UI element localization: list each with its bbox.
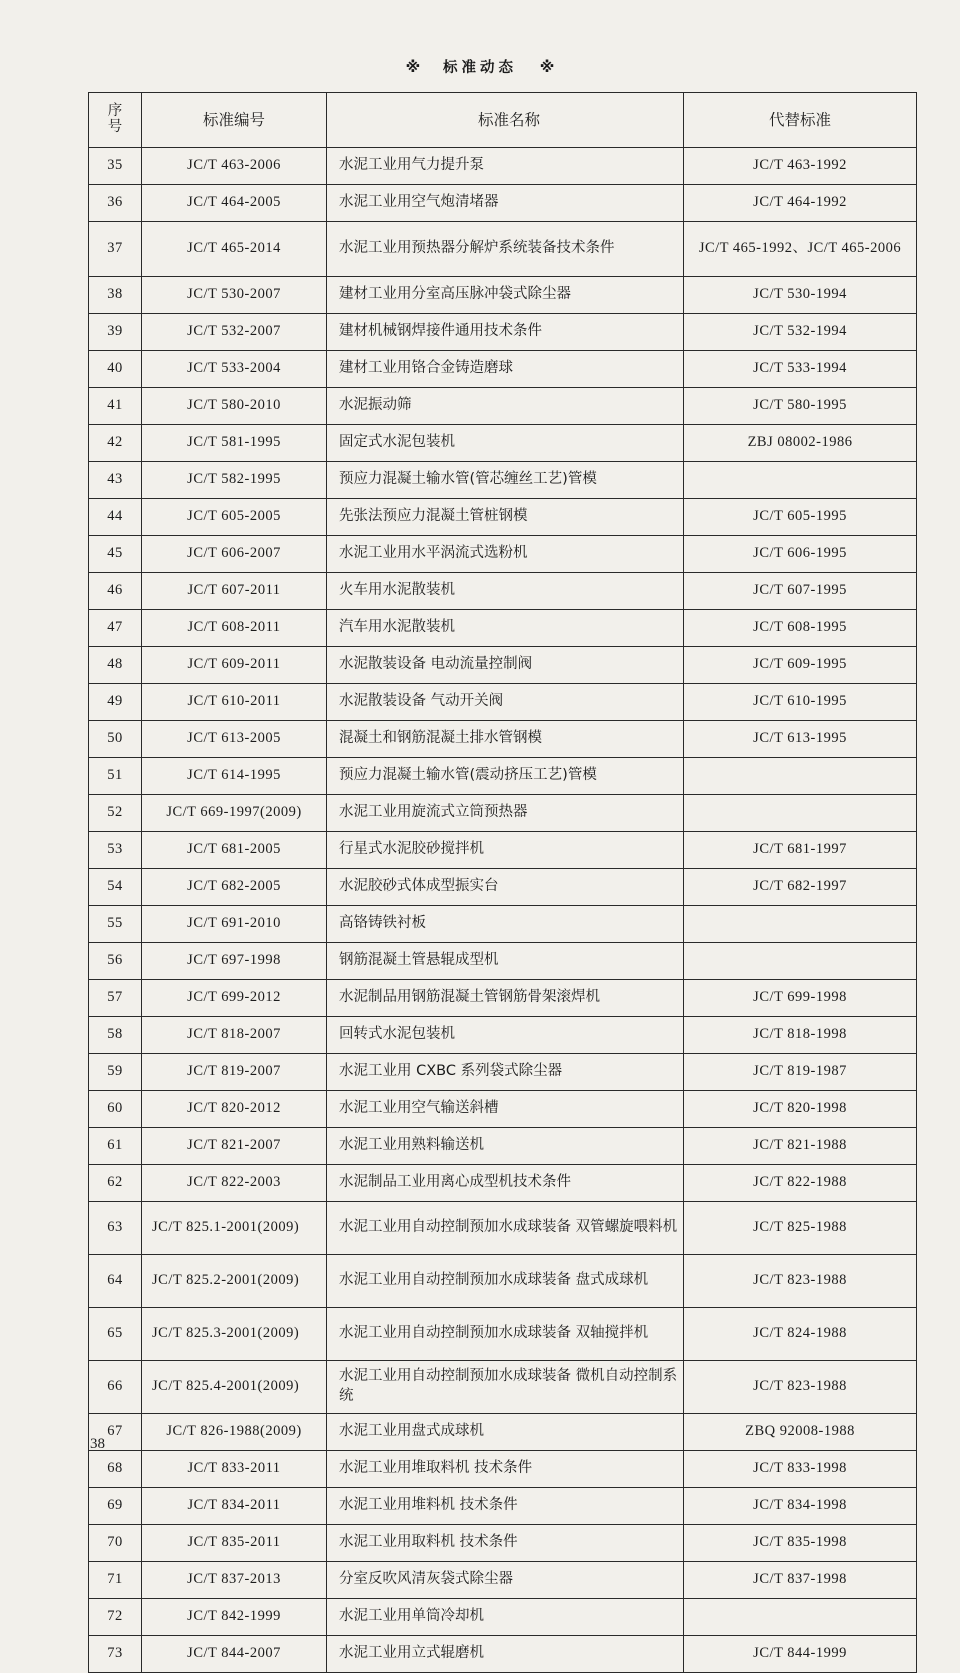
cell-no: 44 (89, 499, 142, 536)
cell-no: 72 (89, 1599, 142, 1636)
cell-no: 37 (89, 222, 142, 277)
table-row (89, 499, 917, 536)
table-row (89, 980, 917, 1017)
table-row (89, 943, 917, 980)
table-row (89, 832, 917, 869)
column-header-code: 标准编号 (142, 93, 327, 148)
cell-no: 63 (89, 1202, 142, 1255)
cell-replace: JC/T 530-1994 (684, 277, 917, 314)
cell-name: 水泥工业用水平涡流式选粉机 (327, 536, 684, 573)
cell-name: 水泥工业用熟料输送机 (327, 1128, 684, 1165)
table-row (89, 1091, 917, 1128)
cell-no: 71 (89, 1562, 142, 1599)
cell-replace (684, 1599, 917, 1636)
cell-no: 56 (89, 943, 142, 980)
cell-no: 54 (89, 869, 142, 906)
cell-name: 水泥工业用单筒冷却机 (327, 1599, 684, 1636)
cell-no: 55 (89, 906, 142, 943)
cell-no: 62 (89, 1165, 142, 1202)
table-row (89, 795, 917, 832)
table-row (89, 1165, 917, 1202)
cell-replace: JC/T 607-1995 (684, 573, 917, 610)
cell-replace (684, 462, 917, 499)
table-row (89, 647, 917, 684)
table-row (89, 684, 917, 721)
table-row (89, 1636, 917, 1673)
cell-no: 59 (89, 1054, 142, 1091)
cell-code: JC/T 826-1988(2009) (142, 1414, 327, 1451)
page-title: 标准动态 (443, 60, 517, 76)
cell-replace: JC/T 699-1998 (684, 980, 917, 1017)
table-row (89, 462, 917, 499)
cell-name: 水泥制品工业用离心成型机技术条件 (327, 1165, 684, 1202)
cell-replace: JC/T 613-1995 (684, 721, 917, 758)
cell-name: 水泥胶砂式体成型振实台 (327, 869, 684, 906)
cell-replace: JC/T 464-1992 (684, 185, 917, 222)
cell-name: 高铬铸铁衬板 (327, 906, 684, 943)
cell-name: 水泥工业用堆料机 技术条件 (327, 1488, 684, 1525)
cell-replace: JC/T 606-1995 (684, 536, 917, 573)
cell-no: 46 (89, 573, 142, 610)
cell-name: 分室反吹风清灰袋式除尘器 (327, 1562, 684, 1599)
cell-replace (684, 906, 917, 943)
cell-name: 回转式水泥包装机 (327, 1017, 684, 1054)
cell-replace: JC/T 822-1988 (684, 1165, 917, 1202)
column-header-no-line2: 号 (107, 119, 123, 135)
cell-code: JC/T 463-2006 (142, 148, 327, 185)
table-row (89, 351, 917, 388)
cell-replace (684, 795, 917, 832)
table-row (89, 388, 917, 425)
cell-code: JC/T 697-1998 (142, 943, 327, 980)
table-row (89, 869, 917, 906)
table-row (89, 1308, 917, 1361)
table-row (89, 1255, 917, 1308)
cell-replace: JC/T 844-1999 (684, 1636, 917, 1673)
cell-name: 行星式水泥胶砂搅拌机 (327, 832, 684, 869)
standards-table (88, 92, 917, 1673)
cell-no: 66 (89, 1361, 142, 1414)
cell-code: JC/T 465-2014 (142, 222, 327, 277)
cell-replace: JC/T 820-1998 (684, 1091, 917, 1128)
cell-code: JC/T 580-2010 (142, 388, 327, 425)
table-row (89, 610, 917, 647)
cell-no: 39 (89, 314, 142, 351)
cell-replace: JC/T 835-1998 (684, 1525, 917, 1562)
cell-no: 67 (89, 1414, 142, 1451)
cell-name: 水泥散装设备 气动开关阀 (327, 684, 684, 721)
cell-name: 水泥工业用取料机 技术条件 (327, 1525, 684, 1562)
cell-replace: JC/T 580-1995 (684, 388, 917, 425)
cell-no: 53 (89, 832, 142, 869)
cell-replace (684, 758, 917, 795)
cell-no: 73 (89, 1636, 142, 1673)
cell-no: 48 (89, 647, 142, 684)
cell-no: 68 (89, 1451, 142, 1488)
cell-replace: JC/T 824-1988 (684, 1308, 917, 1361)
cell-name: 水泥散装设备 电动流量控制阀 (327, 647, 684, 684)
cell-name: 水泥工业用堆取料机 技术条件 (327, 1451, 684, 1488)
table-row (89, 185, 917, 222)
table-row (89, 1128, 917, 1165)
cell-no: 45 (89, 536, 142, 573)
cell-replace: JC/T 610-1995 (684, 684, 917, 721)
cell-name: 水泥工业用自动控制预加水成球装备 双轴搅拌机 (327, 1308, 684, 1361)
cell-no: 51 (89, 758, 142, 795)
cell-code: JC/T 844-2007 (142, 1636, 327, 1673)
cell-replace: JC/T 833-1998 (684, 1451, 917, 1488)
cell-name: 先张法预应力混凝土管桩钢模 (327, 499, 684, 536)
cell-no: 58 (89, 1017, 142, 1054)
cell-no: 49 (89, 684, 142, 721)
cell-replace: JC/T 834-1998 (684, 1488, 917, 1525)
cell-name: 水泥工业用气力提升泵 (327, 148, 684, 185)
cell-name: 水泥工业用自动控制预加水成球装备 双管螺旋喂料机 (327, 1202, 684, 1255)
cell-replace: JC/T 465-1992、JC/T 465-2006 (684, 222, 917, 277)
cell-code: JC/T 582-1995 (142, 462, 327, 499)
table-row (89, 1525, 917, 1562)
table-row (89, 148, 917, 185)
cell-name: 固定式水泥包装机 (327, 425, 684, 462)
cell-no: 40 (89, 351, 142, 388)
cell-name: 水泥制品用钢筋混凝土管钢筋骨架滚焊机 (327, 980, 684, 1017)
page-header (0, 56, 960, 77)
cell-code: JC/T 607-2011 (142, 573, 327, 610)
cell-replace: JC/T 837-1998 (684, 1562, 917, 1599)
table-row (89, 536, 917, 573)
cell-name: 水泥工业用盘式成球机 (327, 1414, 684, 1451)
table-row (89, 573, 917, 610)
column-header-name: 标准名称 (327, 93, 684, 148)
cell-name: 水泥工业用空气输送斜槽 (327, 1091, 684, 1128)
cell-code: JC/T 608-2011 (142, 610, 327, 647)
table-body (89, 148, 917, 1673)
cell-code: JC/T 825.4-2001(2009) (142, 1361, 327, 1414)
cell-name: 预应力混凝土输水管(震动挤压工艺)管模 (327, 758, 684, 795)
table-header-row (89, 93, 917, 148)
table-row (89, 222, 917, 277)
cell-code: JC/T 464-2005 (142, 185, 327, 222)
cell-name: 混凝土和钢筋混凝土排水管钢模 (327, 721, 684, 758)
column-header-no (89, 93, 142, 148)
column-header-replace: 代替标准 (684, 93, 917, 148)
cell-no: 43 (89, 462, 142, 499)
cell-name: 水泥工业用 CXBC 系列袋式除尘器 (327, 1054, 684, 1091)
table-row (89, 758, 917, 795)
cell-name: 水泥工业用预热器分解炉系统装备技术条件 (327, 222, 684, 277)
decoration-right-icon: ※ (539, 58, 555, 76)
cell-replace: JC/T 818-1998 (684, 1017, 917, 1054)
cell-code: JC/T 691-2010 (142, 906, 327, 943)
cell-name: 水泥振动筛 (327, 388, 684, 425)
cell-code: JC/T 614-1995 (142, 758, 327, 795)
cell-replace (684, 943, 917, 980)
cell-no: 50 (89, 721, 142, 758)
table-row (89, 277, 917, 314)
table-row (89, 314, 917, 351)
cell-no: 64 (89, 1255, 142, 1308)
table-row (89, 1054, 917, 1091)
cell-replace: JC/T 825-1988 (684, 1202, 917, 1255)
page-number: 38 (90, 1436, 105, 1452)
cell-name: 建材工业用铬合金铸造磨球 (327, 351, 684, 388)
cell-no: 65 (89, 1308, 142, 1361)
table-row (89, 1414, 917, 1451)
cell-code: JC/T 825.3-2001(2009) (142, 1308, 327, 1361)
cell-name: 水泥工业用自动控制预加水成球装备 微机自动控制系统 (327, 1361, 684, 1414)
cell-code: JC/T 606-2007 (142, 536, 327, 573)
cell-replace: ZBQ 92008-1988 (684, 1414, 917, 1451)
cell-code: JC/T 842-1999 (142, 1599, 327, 1636)
cell-code: JC/T 822-2003 (142, 1165, 327, 1202)
cell-no: 60 (89, 1091, 142, 1128)
cell-code: JC/T 532-2007 (142, 314, 327, 351)
cell-code: JC/T 530-2007 (142, 277, 327, 314)
cell-name: 汽车用水泥散装机 (327, 610, 684, 647)
cell-code: JC/T 837-2013 (142, 1562, 327, 1599)
column-header-no-line1: 序 (107, 103, 123, 120)
cell-name: 水泥工业用空气炮清堵器 (327, 185, 684, 222)
cell-name: 建材工业用分室高压脉冲袋式除尘器 (327, 277, 684, 314)
table-row (89, 1599, 917, 1636)
table-row (89, 1361, 917, 1414)
cell-replace: JC/T 682-1997 (684, 869, 917, 906)
cell-name: 建材机械钢焊接件通用技术条件 (327, 314, 684, 351)
cell-code: JC/T 610-2011 (142, 684, 327, 721)
cell-replace: JC/T 463-1992 (684, 148, 917, 185)
cell-name: 水泥工业用立式辊磨机 (327, 1636, 684, 1673)
cell-replace: JC/T 821-1988 (684, 1128, 917, 1165)
table-row (89, 721, 917, 758)
cell-name: 火车用水泥散装机 (327, 573, 684, 610)
table-row (89, 906, 917, 943)
table-row (89, 1488, 917, 1525)
cell-replace: JC/T 532-1994 (684, 314, 917, 351)
table-row (89, 1562, 917, 1599)
cell-name: 水泥工业用自动控制预加水成球装备 盘式成球机 (327, 1255, 684, 1308)
cell-code: JC/T 833-2011 (142, 1451, 327, 1488)
cell-replace: JC/T 681-1997 (684, 832, 917, 869)
cell-no: 57 (89, 980, 142, 1017)
cell-code: JC/T 605-2005 (142, 499, 327, 536)
decoration-left-icon: ※ (405, 58, 421, 76)
cell-name: 钢筋混凝土管悬辊成型机 (327, 943, 684, 980)
cell-replace: JC/T 823-1988 (684, 1255, 917, 1308)
cell-replace: JC/T 819-1987 (684, 1054, 917, 1091)
cell-replace: JC/T 605-1995 (684, 499, 917, 536)
cell-code: JC/T 821-2007 (142, 1128, 327, 1165)
cell-code: JC/T 533-2004 (142, 351, 327, 388)
cell-replace: JC/T 609-1995 (684, 647, 917, 684)
cell-code: JC/T 699-2012 (142, 980, 327, 1017)
cell-code: JC/T 581-1995 (142, 425, 327, 462)
table-header (89, 93, 917, 148)
cell-no: 35 (89, 148, 142, 185)
table-row (89, 425, 917, 462)
cell-code: JC/T 613-2005 (142, 721, 327, 758)
cell-code: JC/T 820-2012 (142, 1091, 327, 1128)
cell-code: JC/T 669-1997(2009) (142, 795, 327, 832)
cell-no: 38 (89, 277, 142, 314)
cell-replace: JC/T 533-1994 (684, 351, 917, 388)
cell-code: JC/T 681-2005 (142, 832, 327, 869)
cell-no: 70 (89, 1525, 142, 1562)
cell-code: JC/T 825.2-2001(2009) (142, 1255, 327, 1308)
cell-name: 水泥工业用旋流式立筒预热器 (327, 795, 684, 832)
cell-code: JC/T 819-2007 (142, 1054, 327, 1091)
cell-name: 预应力混凝土输水管(管芯缠丝工艺)管模 (327, 462, 684, 499)
cell-no: 69 (89, 1488, 142, 1525)
cell-code: JC/T 834-2011 (142, 1488, 327, 1525)
cell-no: 52 (89, 795, 142, 832)
cell-code: JC/T 835-2011 (142, 1525, 327, 1562)
cell-no: 36 (89, 185, 142, 222)
cell-no: 61 (89, 1128, 142, 1165)
cell-replace: ZBJ 08002-1986 (684, 425, 917, 462)
cell-code: JC/T 818-2007 (142, 1017, 327, 1054)
cell-no: 42 (89, 425, 142, 462)
table-row (89, 1451, 917, 1488)
table-row (89, 1017, 917, 1054)
cell-replace: JC/T 608-1995 (684, 610, 917, 647)
cell-no: 47 (89, 610, 142, 647)
cell-code: JC/T 825.1-2001(2009) (142, 1202, 327, 1255)
cell-code: JC/T 609-2011 (142, 647, 327, 684)
cell-no: 41 (89, 388, 142, 425)
cell-replace: JC/T 823-1988 (684, 1361, 917, 1414)
cell-code: JC/T 682-2005 (142, 869, 327, 906)
table-row (89, 1202, 917, 1255)
